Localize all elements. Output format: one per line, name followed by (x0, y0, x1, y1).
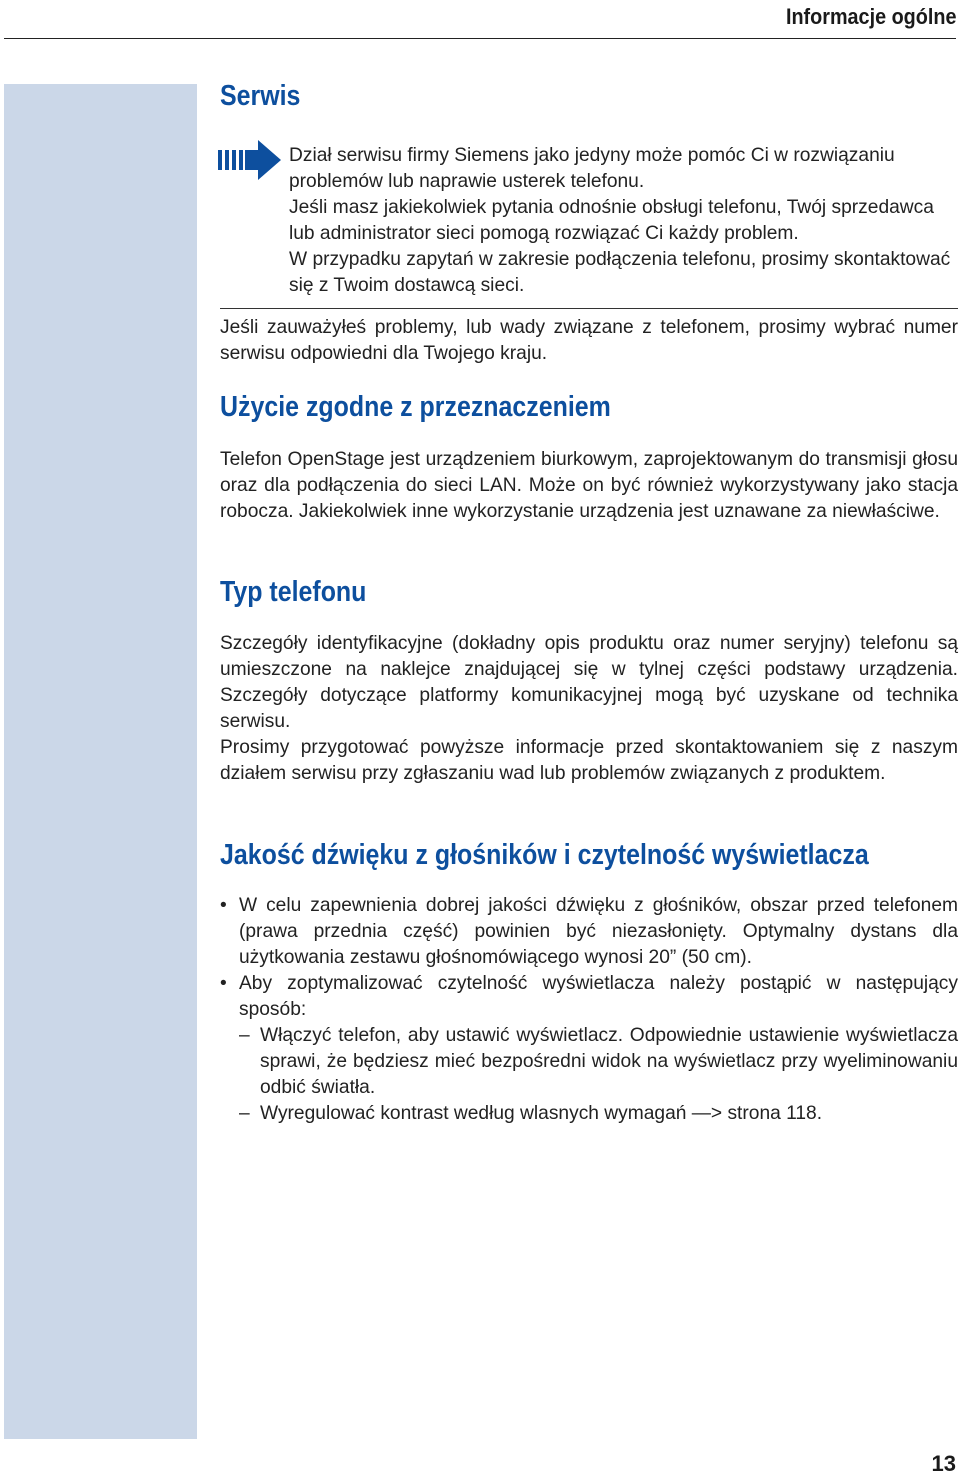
phone-type-text-1: Szczegóły identyfikacyjne (dokładny opis produktu oraz numer seryjny) telefonu są umieszczone na naklejce znajdującej się w tylnej części podstawy urządzenia. Szczegóły dotyczące platformy komunikacyjnej mogą być uzyskane od technika serwisu. (220, 633, 958, 732)
dash-text: Wyregulować kontrast według wlasnych wymagań —> strona 118. (260, 1103, 823, 1124)
tip-arrow-icon (218, 138, 282, 182)
phone-type-text-2: Prosimy przygotować powyższe informacje przed skontaktowaniem się z naszym działem serwisu przy zgłaszaniu wad lub problemów związanych z produktem. (220, 737, 958, 784)
dash-text: Włączyć telefon, aby ustawić wyświetlacz. Odpowiednie ustawienie wyświetlacza sprawi, że będziesz mieć bezpośredni widok na wyświetlacz przy wyeliminowaniu odbić światła. (260, 1025, 958, 1098)
quality-bullet-list (220, 893, 958, 1127)
running-header: Informacje ogólne (785, 4, 956, 29)
heading-serwis: Serwis (220, 80, 301, 112)
list-item (239, 1023, 958, 1101)
heading-sound-display-quality: Jakość dźwięku z głośników i czytelność wyświetlacza (220, 839, 869, 871)
heading-intended-use: Użycie zgodne z przeznaczeniem (220, 391, 611, 423)
header-divider (4, 38, 956, 39)
service-body-text: Jeśli zauważyłeś problemy, lub wady związane z telefonem, prosimy wybrać numer serwisu odpowiedni dla Twojego kraju. (220, 317, 958, 364)
intended-use-text: Telefon OpenStage jest urządzeniem biurkowym, zaprojektowanym do transmisji głosu oraz dla podłączenia do sieci LAN. Może on być również wykorzystywany jako stacja robocza. Jakiekolwiek inne wykorzystanie urządzenia jest uznawane za niewłaściwe. (220, 449, 958, 522)
bullet-icon: • (220, 973, 227, 994)
list-item (220, 971, 958, 1127)
dash-icon: – (239, 1025, 250, 1046)
dash-icon: – (239, 1103, 250, 1124)
section-divider (220, 308, 958, 309)
list-item (239, 1101, 958, 1127)
page-number: 13 (931, 1451, 956, 1476)
dash-list (239, 1023, 958, 1127)
heading-phone-type: Typ telefonu (220, 576, 367, 608)
bullet-icon: • (220, 895, 227, 916)
list-item (220, 893, 958, 971)
bullet-text: Aby zoptymalizować czytelność wyświetlacza należy postąpić w następujący sposób: (239, 973, 958, 1020)
margin-column (4, 84, 197, 1439)
bullet-text: W celu zapewnienia dobrej jakości dźwięku z głośników, obszar przed telefonem (prawa przednia część) powinien być niezasłonięty. Optymalny dystans dla użytkowania zestawu głośnomówiącego wynosi 20” (50 cm). (239, 895, 958, 968)
service-tip-text: Dział serwisu firmy Siemens jako jedyny może pomóc Ci w rozwiązaniu problemów lub naprawie usterek telefonu. Jeśli masz jakiekolwiek pytania odnośnie obsługi telefonu, Twój sprzedawca lub administrator sieci pomogą rozwiązać Ci każdy problem. W przypadku zapytań w zakresie podłączenia telefonu, prosimy skontaktować się z Twoim dostawcą sieci. (289, 145, 951, 296)
